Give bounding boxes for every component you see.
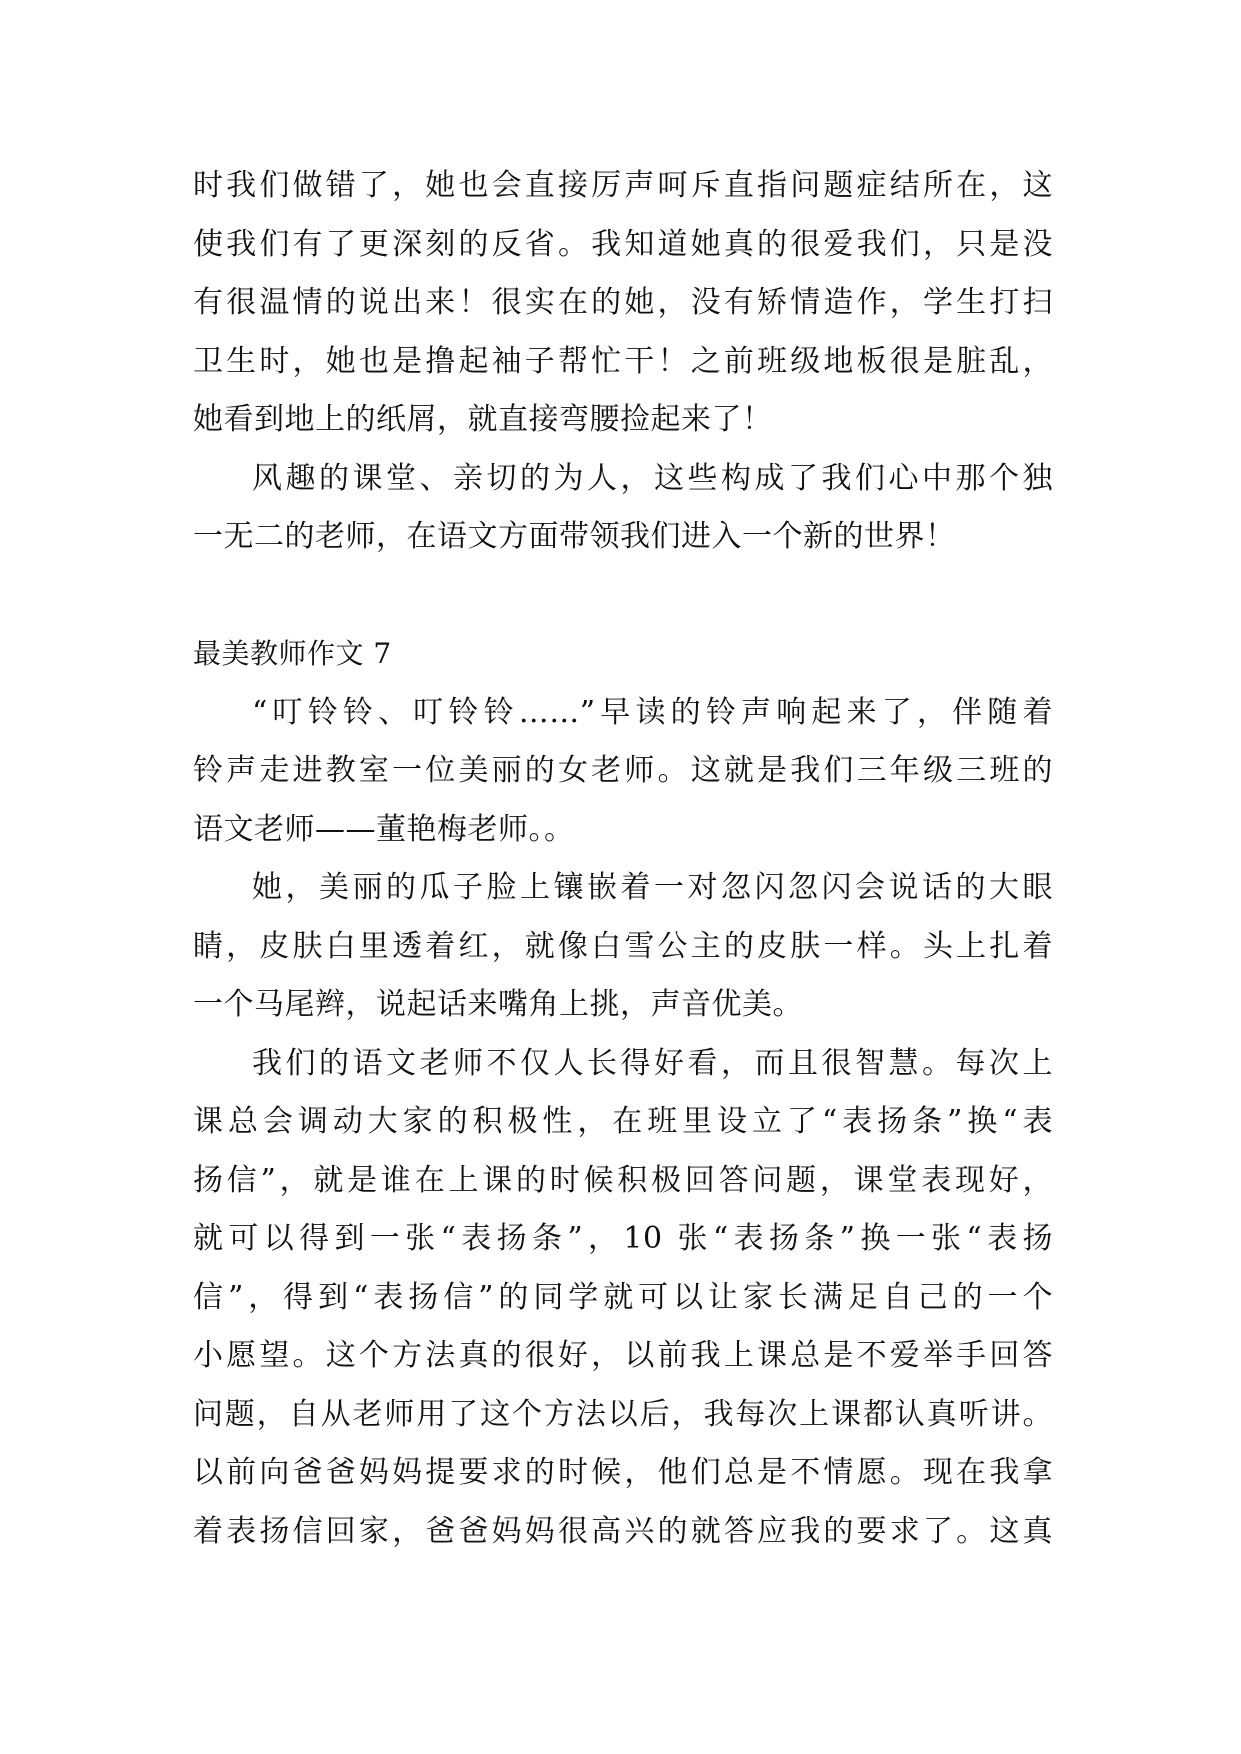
section-title: 最美教师作文 7 <box>193 637 392 670</box>
paragraph-line: 问题，自从老师用了这个方法以后，我每次上课都认真听讲。 <box>193 1397 1053 1432</box>
paragraph-line: 使我们有了更深刻的反省。我知道她真的很爱我们，只是没 <box>193 227 1053 262</box>
paragraph-line: 有很温情的说出来！很实在的她，没有矫情造作，学生打扫 <box>193 285 1053 320</box>
paragraph-line: 时我们做错了，她也会直接厉声呵斥直指问题症结所在，这 <box>193 168 1053 203</box>
paragraph-line: 我们的语文老师不仅人长得好看，而且很智慧。每次上 <box>252 1046 1053 1081</box>
paragraph-line: “叮铃铃、叮铃铃……”早读的铃声响起来了，伴随着 <box>252 695 1053 730</box>
paragraph-line: 着表扬信回家，爸爸妈妈很高兴的就答应我的要求了。这真 <box>193 1514 1053 1549</box>
paragraph-line: 小愿望。这个方法真的很好，以前我上课总是不爱举手回答 <box>193 1338 1053 1373</box>
paragraph-line: 一个马尾辫，说起话来嘴角上挑，声音优美。 <box>193 987 803 1022</box>
paragraph-line: 扬信”，就是谁在上课的时候积极回答问题，课堂表现好， <box>193 1163 1053 1198</box>
paragraph-line: 一无二的老师，在语文方面带领我们进入一个新的世界！ <box>193 519 956 554</box>
paragraph-line: 信”，得到“表扬信”的同学就可以让家长满足自己的一个 <box>193 1280 1053 1315</box>
paragraph-line: 她，美丽的瓜子脸上镶嵌着一对忽闪忽闪会说话的大眼 <box>252 870 1053 905</box>
paragraph-line: 铃声走进教室一位美丽的女老师。这就是我们三年级三班的 <box>193 753 1053 788</box>
paragraph-line: 睛，皮肤白里透着红，就像白雪公主的皮肤一样。头上扎着 <box>193 929 1053 964</box>
paragraph-line: 卫生时，她也是撸起袖子帮忙干！之前班级地板很是脏乱， <box>193 344 1053 379</box>
paragraph-line: 语文老师——董艳梅老师。。 <box>193 812 575 847</box>
paragraph-line: 她看到地上的纸屑，就直接弯腰捡起来了！ <box>193 402 773 437</box>
paragraph-line: 课总会调动大家的积极性，在班里设立了“表扬条”换“表 <box>193 1104 1053 1139</box>
paragraph-line: 风趣的课堂、亲切的为人，这些构成了我们心中那个独 <box>252 461 1053 496</box>
paragraph-line: 就可以得到一张“表扬条”，10 张“表扬条”换一张“表扬 <box>193 1221 1053 1256</box>
paragraph-line: 以前向爸爸妈妈提要求的时候，他们总是不情愿。现在我拿 <box>193 1455 1053 1490</box>
